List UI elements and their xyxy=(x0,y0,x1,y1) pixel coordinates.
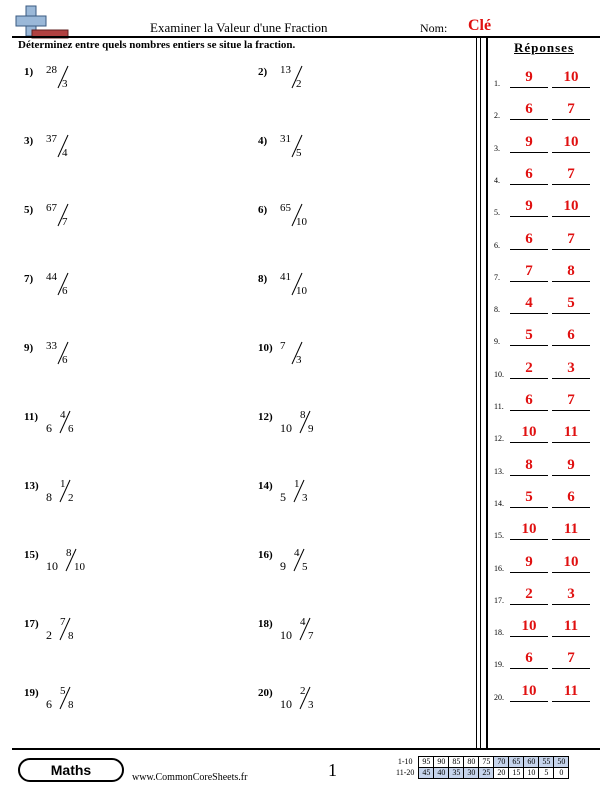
answer-row xyxy=(494,68,594,88)
answer-lower-field[interactable]: 5 xyxy=(510,488,548,508)
problem-item xyxy=(24,480,144,510)
problem-item xyxy=(258,411,378,441)
problem-item xyxy=(24,66,144,96)
fraction-numerator: 31 xyxy=(280,133,291,145)
problem-number: 6) xyxy=(258,204,268,216)
fraction xyxy=(46,202,106,232)
answer-row xyxy=(494,520,594,540)
problem-item xyxy=(24,342,144,372)
fraction-numerator: 7 xyxy=(280,340,286,352)
problem-number: 20) xyxy=(258,687,273,699)
answer-lower-field[interactable]: 10 xyxy=(510,617,548,637)
answer-lower-field[interactable]: 8 xyxy=(510,456,548,476)
fraction xyxy=(280,202,340,232)
score-cell: 20 xyxy=(494,768,509,779)
fraction-whole: 10 xyxy=(46,559,58,573)
fraction-numerator: 13 xyxy=(280,64,291,76)
fraction xyxy=(280,271,340,301)
fraction-numerator: 44 xyxy=(46,271,57,283)
fraction-numerator: 4 xyxy=(60,409,66,421)
answer-number: 15. xyxy=(494,531,504,541)
fraction xyxy=(280,547,340,577)
fraction-denominator: 5 xyxy=(296,147,302,159)
fraction-numerator: 67 xyxy=(46,202,57,214)
fraction-whole: 8 xyxy=(46,490,52,504)
score-cell: 70 xyxy=(494,757,509,768)
answer-row xyxy=(494,617,594,637)
answer-upper-field[interactable]: 7 xyxy=(552,649,590,669)
fraction-whole: 6 xyxy=(46,421,52,435)
fraction-denominator: 10 xyxy=(74,561,85,573)
problem-item xyxy=(24,618,144,648)
answer-row xyxy=(494,294,594,314)
answer-upper-field[interactable]: 7 xyxy=(552,391,590,411)
problem-number: 2) xyxy=(258,66,268,78)
fraction xyxy=(280,478,340,508)
page-number: 1 xyxy=(328,760,337,780)
fraction-whole: 2 xyxy=(46,628,52,642)
fraction-numerator: 28 xyxy=(46,64,57,76)
fraction-denominator: 6 xyxy=(68,423,74,435)
answer-lower-field[interactable]: 10 xyxy=(510,682,548,702)
score-cell: 80 xyxy=(464,757,479,768)
fraction-numerator: 8 xyxy=(300,409,306,421)
answer-lower-field[interactable]: 6 xyxy=(510,100,548,120)
fraction-numerator: 4 xyxy=(294,547,300,559)
name-value: Clé xyxy=(468,17,492,34)
fraction-denominator: 8 xyxy=(68,630,74,642)
answers-heading: Réponses xyxy=(514,40,575,55)
answer-upper-field[interactable]: 10 xyxy=(552,197,590,217)
answer-upper-field[interactable]: 3 xyxy=(552,585,590,605)
score-cell: 85 xyxy=(449,757,464,768)
answer-upper-field[interactable]: 7 xyxy=(552,100,590,120)
answer-row xyxy=(494,230,594,250)
answer-number: 19. xyxy=(494,660,504,670)
answer-number: 7. xyxy=(494,272,500,282)
answer-upper-field[interactable]: 7 xyxy=(552,165,590,185)
answer-row xyxy=(494,165,594,185)
answer-row xyxy=(494,100,594,120)
fraction-denominator: 6 xyxy=(62,354,68,366)
answer-lower-field[interactable]: 6 xyxy=(510,649,548,669)
fraction-numerator: 5 xyxy=(60,685,66,697)
fraction xyxy=(46,340,106,370)
fraction-denominator: 2 xyxy=(68,492,74,504)
fraction-whole: 10 xyxy=(280,628,292,642)
fraction-whole: 10 xyxy=(280,697,292,711)
answer-upper-field[interactable]: 6 xyxy=(552,488,590,508)
fraction-whole: 6 xyxy=(46,697,52,711)
fraction-denominator: 6 xyxy=(62,285,68,297)
fraction-denominator: 4 xyxy=(62,147,68,159)
answer-row xyxy=(494,262,594,282)
answer-upper-field[interactable]: 10 xyxy=(552,68,590,88)
problem-number: 8) xyxy=(258,273,268,285)
score-cell: 95 xyxy=(419,757,434,768)
answer-lower-field[interactable]: 9 xyxy=(510,68,548,88)
answer-lower-field[interactable]: 9 xyxy=(510,133,548,153)
answer-number: 11. xyxy=(494,402,504,411)
problem-item xyxy=(258,273,378,303)
fraction xyxy=(46,478,106,508)
fraction xyxy=(280,409,340,439)
answer-row xyxy=(494,649,594,669)
fraction xyxy=(46,271,106,301)
fraction xyxy=(280,616,340,646)
score-cell: 10 xyxy=(524,768,539,779)
fraction-numerator: 37 xyxy=(46,133,57,145)
answer-upper-field[interactable]: 9 xyxy=(552,456,590,476)
score-row-label: 11-20 xyxy=(396,768,415,777)
fraction-denominator: 3 xyxy=(302,492,308,504)
score-row xyxy=(396,757,569,768)
fraction-numerator: 2 xyxy=(300,685,306,697)
score-cell: 15 xyxy=(509,768,524,779)
problem-item xyxy=(24,273,144,303)
fraction-numerator: 7 xyxy=(60,616,66,628)
problem-number: 1) xyxy=(24,66,34,78)
problem-item xyxy=(258,618,378,648)
answer-upper-field[interactable]: 5 xyxy=(552,294,590,314)
answer-upper-field[interactable]: 11 xyxy=(552,423,590,443)
score-row-label: 1-10 xyxy=(397,757,413,766)
answer-upper-field[interactable]: 3 xyxy=(552,359,590,379)
answer-lower-field[interactable]: 5 xyxy=(510,326,548,346)
answer-upper-field[interactable]: 11 xyxy=(552,520,590,540)
answer-row xyxy=(494,456,594,476)
fraction-denominator: 3 xyxy=(308,699,314,711)
problem-number: 17) xyxy=(24,618,39,630)
fraction xyxy=(46,616,106,646)
problem-number: 10) xyxy=(258,342,273,354)
footer-rule xyxy=(12,748,600,750)
score-cell: 30 xyxy=(464,768,479,779)
fraction xyxy=(280,340,340,370)
answer-row xyxy=(494,682,594,702)
answer-upper-field[interactable]: 10 xyxy=(552,553,590,573)
answer-lower-field[interactable]: 6 xyxy=(510,230,548,250)
problem-item xyxy=(258,480,378,510)
answer-number: 6. xyxy=(494,240,500,250)
answer-row xyxy=(494,488,594,508)
fraction-denominator: 8 xyxy=(68,699,74,711)
problem-number: 5) xyxy=(24,204,34,216)
fraction-denominator: 10 xyxy=(296,285,307,297)
problem-item xyxy=(24,411,144,441)
answer-number: 16. xyxy=(494,563,504,573)
fraction-numerator: 65 xyxy=(280,202,291,214)
divider-line xyxy=(480,36,481,748)
answer-lower-field[interactable]: 7 xyxy=(510,262,548,282)
score-cell: 25 xyxy=(479,768,494,779)
answer-number: 1. xyxy=(494,79,500,88)
problem-item xyxy=(258,204,378,234)
answer-lower-field[interactable]: 6 xyxy=(510,391,548,411)
answer-row xyxy=(494,585,594,605)
fraction xyxy=(280,133,340,163)
answer-row xyxy=(494,553,594,573)
fraction-numerator: 41 xyxy=(280,271,291,283)
fraction xyxy=(46,409,106,439)
answer-number: 12. xyxy=(494,434,504,444)
problem-item xyxy=(258,342,378,372)
fraction-whole: 10 xyxy=(280,421,292,435)
fraction-whole: 9 xyxy=(280,559,286,573)
answer-number: 17. xyxy=(494,595,504,605)
answer-row xyxy=(494,391,594,411)
score-cell: 40 xyxy=(434,768,449,779)
score-cell: 60 xyxy=(524,757,539,768)
answer-row xyxy=(494,133,594,153)
answer-number: 14. xyxy=(494,498,504,508)
plus-logo-icon xyxy=(12,4,72,40)
score-cell: 90 xyxy=(434,757,449,768)
answer-lower-field[interactable]: 10 xyxy=(510,520,548,540)
answer-lower-field[interactable]: 10 xyxy=(510,423,548,443)
problem-number: 16) xyxy=(258,549,273,561)
problem-number: 11) xyxy=(24,411,39,423)
score-table xyxy=(396,756,569,779)
score-cell: 5 xyxy=(539,768,554,779)
fraction xyxy=(46,685,106,715)
answer-number: 4. xyxy=(494,175,500,185)
problem-number: 12) xyxy=(258,411,273,423)
fraction-numerator: 4 xyxy=(300,616,306,628)
score-cell: 45 xyxy=(419,768,434,779)
score-cell: 65 xyxy=(509,757,524,768)
problem-item xyxy=(258,66,378,96)
problem-number: 15) xyxy=(24,549,39,561)
problem-number: 19) xyxy=(24,687,39,699)
divider-line xyxy=(476,36,477,748)
problem-item xyxy=(258,549,378,579)
answer-number: 13. xyxy=(494,466,504,476)
divider-line xyxy=(486,36,488,748)
problem-number: 18) xyxy=(258,618,273,630)
answer-number: 5. xyxy=(494,208,500,218)
fraction-denominator: 3 xyxy=(296,354,302,366)
score-cell: 0 xyxy=(554,768,569,779)
site-url: www.CommonCoreSheets.fr xyxy=(132,772,248,783)
answer-row xyxy=(494,423,594,443)
answer-upper-field[interactable]: 11 xyxy=(552,617,590,637)
brand-badge: Maths xyxy=(18,758,124,782)
instructions: Déterminez entre quels nombres entiers se situe la fraction. xyxy=(18,39,296,51)
score-cell: 50 xyxy=(554,757,569,768)
answer-number: 9. xyxy=(494,337,500,347)
fraction-denominator: 5 xyxy=(302,561,308,573)
header-rule xyxy=(12,36,600,38)
problem-item xyxy=(24,549,144,579)
fraction-numerator: 8 xyxy=(66,547,72,559)
answer-number: 8. xyxy=(494,305,500,315)
fraction-numerator: 1 xyxy=(294,478,300,490)
problem-item xyxy=(258,687,378,717)
score-row xyxy=(396,768,569,779)
fraction-denominator: 2 xyxy=(296,78,302,90)
fraction xyxy=(280,64,340,94)
answer-number: 20. xyxy=(494,692,504,702)
fraction xyxy=(46,547,106,577)
answer-upper-field[interactable]: 11 xyxy=(552,682,590,702)
problem-number: 14) xyxy=(258,480,273,492)
answer-lower-field[interactable]: 4 xyxy=(510,294,548,314)
fraction-denominator: 7 xyxy=(308,630,314,642)
answer-lower-field[interactable]: 2 xyxy=(510,585,548,605)
worksheet-title: Examiner la Valeur d'une Fraction xyxy=(150,20,328,35)
answer-number: 10. xyxy=(494,369,504,379)
answer-lower-field[interactable]: 9 xyxy=(510,553,548,573)
answer-number: 2. xyxy=(494,111,500,121)
answer-upper-field[interactable]: 10 xyxy=(552,133,590,153)
name-label: Nom: xyxy=(420,21,448,35)
fraction-numerator: 33 xyxy=(46,340,57,352)
problem-number: 4) xyxy=(258,135,268,147)
answer-lower-field[interactable]: 2 xyxy=(510,359,548,379)
fraction-whole: 5 xyxy=(280,490,286,504)
problem-item xyxy=(24,135,144,165)
answer-row xyxy=(494,326,594,346)
fraction-denominator: 7 xyxy=(62,216,68,228)
answer-upper-field[interactable]: 6 xyxy=(552,326,590,346)
problem-item xyxy=(24,687,144,717)
answer-upper-field[interactable]: 8 xyxy=(552,262,590,282)
answer-number: 18. xyxy=(494,628,504,638)
answer-number: 3. xyxy=(494,143,500,153)
problem-number: 7) xyxy=(24,273,34,285)
problem-item xyxy=(258,135,378,165)
fraction xyxy=(46,133,106,163)
problem-number: 9) xyxy=(24,342,34,354)
problem-number: 13) xyxy=(24,480,39,492)
answer-lower-field[interactable]: 9 xyxy=(510,197,548,217)
answer-upper-field[interactable]: 7 xyxy=(552,230,590,250)
problem-item xyxy=(24,204,144,234)
answer-row xyxy=(494,197,594,217)
answer-lower-field[interactable]: 6 xyxy=(510,165,548,185)
problem-number: 3) xyxy=(24,135,34,147)
score-cell: 75 xyxy=(479,757,494,768)
answer-row xyxy=(494,359,594,379)
score-cell: 35 xyxy=(449,768,464,779)
fraction-denominator: 9 xyxy=(308,423,314,435)
score-cell: 55 xyxy=(539,757,554,768)
fraction xyxy=(280,685,340,715)
fraction-denominator: 10 xyxy=(296,216,307,228)
fraction-denominator: 3 xyxy=(62,78,68,90)
fraction-numerator: 1 xyxy=(60,478,66,490)
fraction xyxy=(46,64,106,94)
